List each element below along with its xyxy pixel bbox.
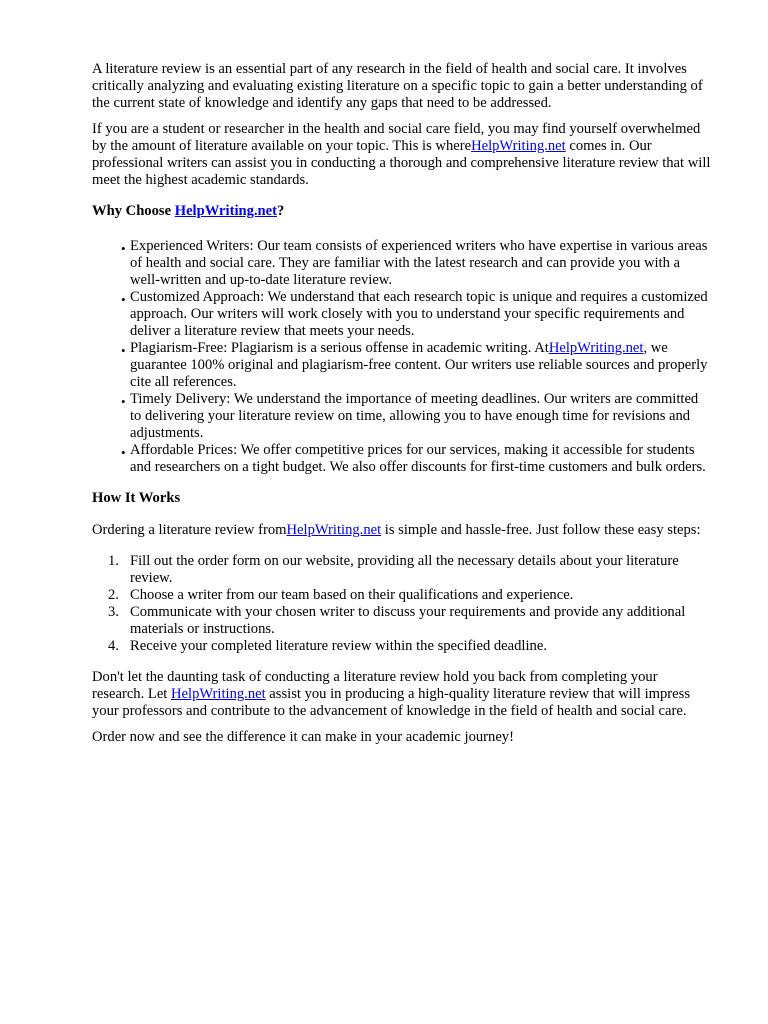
list-item-text-before: Plagiarism-Free: Plagiarism is a serious offense in academic writing. At <box>130 340 549 356</box>
bullet-icon: • <box>121 394 126 409</box>
helpwriting-link-plagiarism[interactable]: HelpWriting.net <box>548 340 644 356</box>
why-choose-list <box>92 238 712 476</box>
helpwriting-link-closing[interactable]: HelpWriting.net <box>171 686 266 702</box>
bullet-icon: • <box>121 292 126 307</box>
list-item-plagiarism-free <box>92 340 712 391</box>
step-text: Choose a writer from our team based on their qualifications and experience. <box>130 587 574 603</box>
list-item-text: Affordable Prices: We offer competitive prices for our services, making it accessible for students and researchers on a tight budget. We also offer discounts for first-time customers and bulk orders. <box>130 442 706 475</box>
list-item-customized-approach <box>92 289 712 340</box>
list-item-text: Experienced Writers: Our team consists of experienced writers who have expertise in various areas of health and social care. They are familiar with the latest research and can provide you with a well-written and up-to-date literature review. <box>130 238 708 288</box>
how-it-works-intro <box>92 522 712 539</box>
closing-paragraph-1 <box>92 669 712 720</box>
how-intro-text-before: Ordering a literature review from <box>92 522 287 538</box>
list-item-affordable-prices <box>92 442 712 476</box>
why-choose-heading <box>92 203 712 220</box>
how-it-works-heading: How It Works <box>92 490 181 506</box>
list-item-experienced-writers <box>92 238 712 289</box>
list-item-timely-delivery <box>92 391 712 442</box>
step-item <box>92 638 712 655</box>
step-text: Receive your completed literature review within the specified deadline. <box>130 638 547 654</box>
step-item <box>92 604 712 638</box>
closing-text-before: Don't let the daunting task of conducting a literature review hold you back from completing your research. Let <box>92 669 658 702</box>
closing-text-after: assist you in producing a high-quality literature review that will impress your professors and contribute to the advancement of knowledge in the field of health and social care. <box>92 686 691 719</box>
why-heading-text: Why Choose <box>92 203 175 219</box>
step-number: 1. <box>108 553 119 569</box>
closing-paragraph-2: Order now and see the difference it can make in your academic journey! <box>92 729 514 745</box>
intro-paragraph-1: A literature review is an essential part of any research in the field of health and social care. It involves critically analyzing and evaluating existing literature on a specific topic to gain a better understanding of the current state of knowledge and identify any gaps that need to be addressed. <box>92 61 703 111</box>
bullet-icon: • <box>121 343 126 358</box>
list-item-text-after: , we guarantee 100% original and plagiarism-free content. Our writers use reliable sources and properly cite all references. <box>130 340 708 390</box>
step-item <box>92 587 712 604</box>
steps-list <box>92 553 712 655</box>
why-heading-punct: ? <box>277 203 285 219</box>
bullet-icon: • <box>121 241 126 256</box>
bullet-icon: • <box>121 445 126 460</box>
intro-p2-text-before: If you are a student or researcher in the health and social care field, you may find yourself overwhelmed by the amount of literature available on your topic. This is where <box>92 121 701 154</box>
intro-p2-text-after: comes in. Our professional writers can assist you in conducting a thorough and comprehensive literature review that will meet the highest academic standards. <box>92 138 711 188</box>
list-item-text: Customized Approach: We understand that each research topic is unique and requires a customized approach. Our writers will work closely with you to understand your specific requirements and deliver a literature review that meets your needs. <box>130 289 708 339</box>
step-text: Communicate with your chosen writer to discuss your requirements and provide any additional materials or instructions. <box>130 604 686 637</box>
step-text: Fill out the order form on our website, providing all the necessary details about your literature review. <box>130 553 679 586</box>
intro-paragraph-2 <box>92 121 712 189</box>
how-intro-text-after: is simple and hassle-free. Just follow these easy steps: <box>381 522 701 538</box>
helpwriting-link-how[interactable]: HelpWriting.net <box>286 522 382 538</box>
list-item-text: Timely Delivery: We understand the importance of meeting deadlines. Our writers are committed to delivering your literature review on time, allowing you to have enough time for revisions and adjustments. <box>130 391 699 441</box>
step-number: 3. <box>108 604 119 620</box>
helpwriting-link-heading[interactable]: HelpWriting.net <box>174 203 278 219</box>
helpwriting-link-intro[interactable]: HelpWriting.net <box>471 138 566 154</box>
step-number: 4. <box>108 638 119 654</box>
step-item <box>92 553 712 587</box>
step-number: 2. <box>108 587 119 603</box>
